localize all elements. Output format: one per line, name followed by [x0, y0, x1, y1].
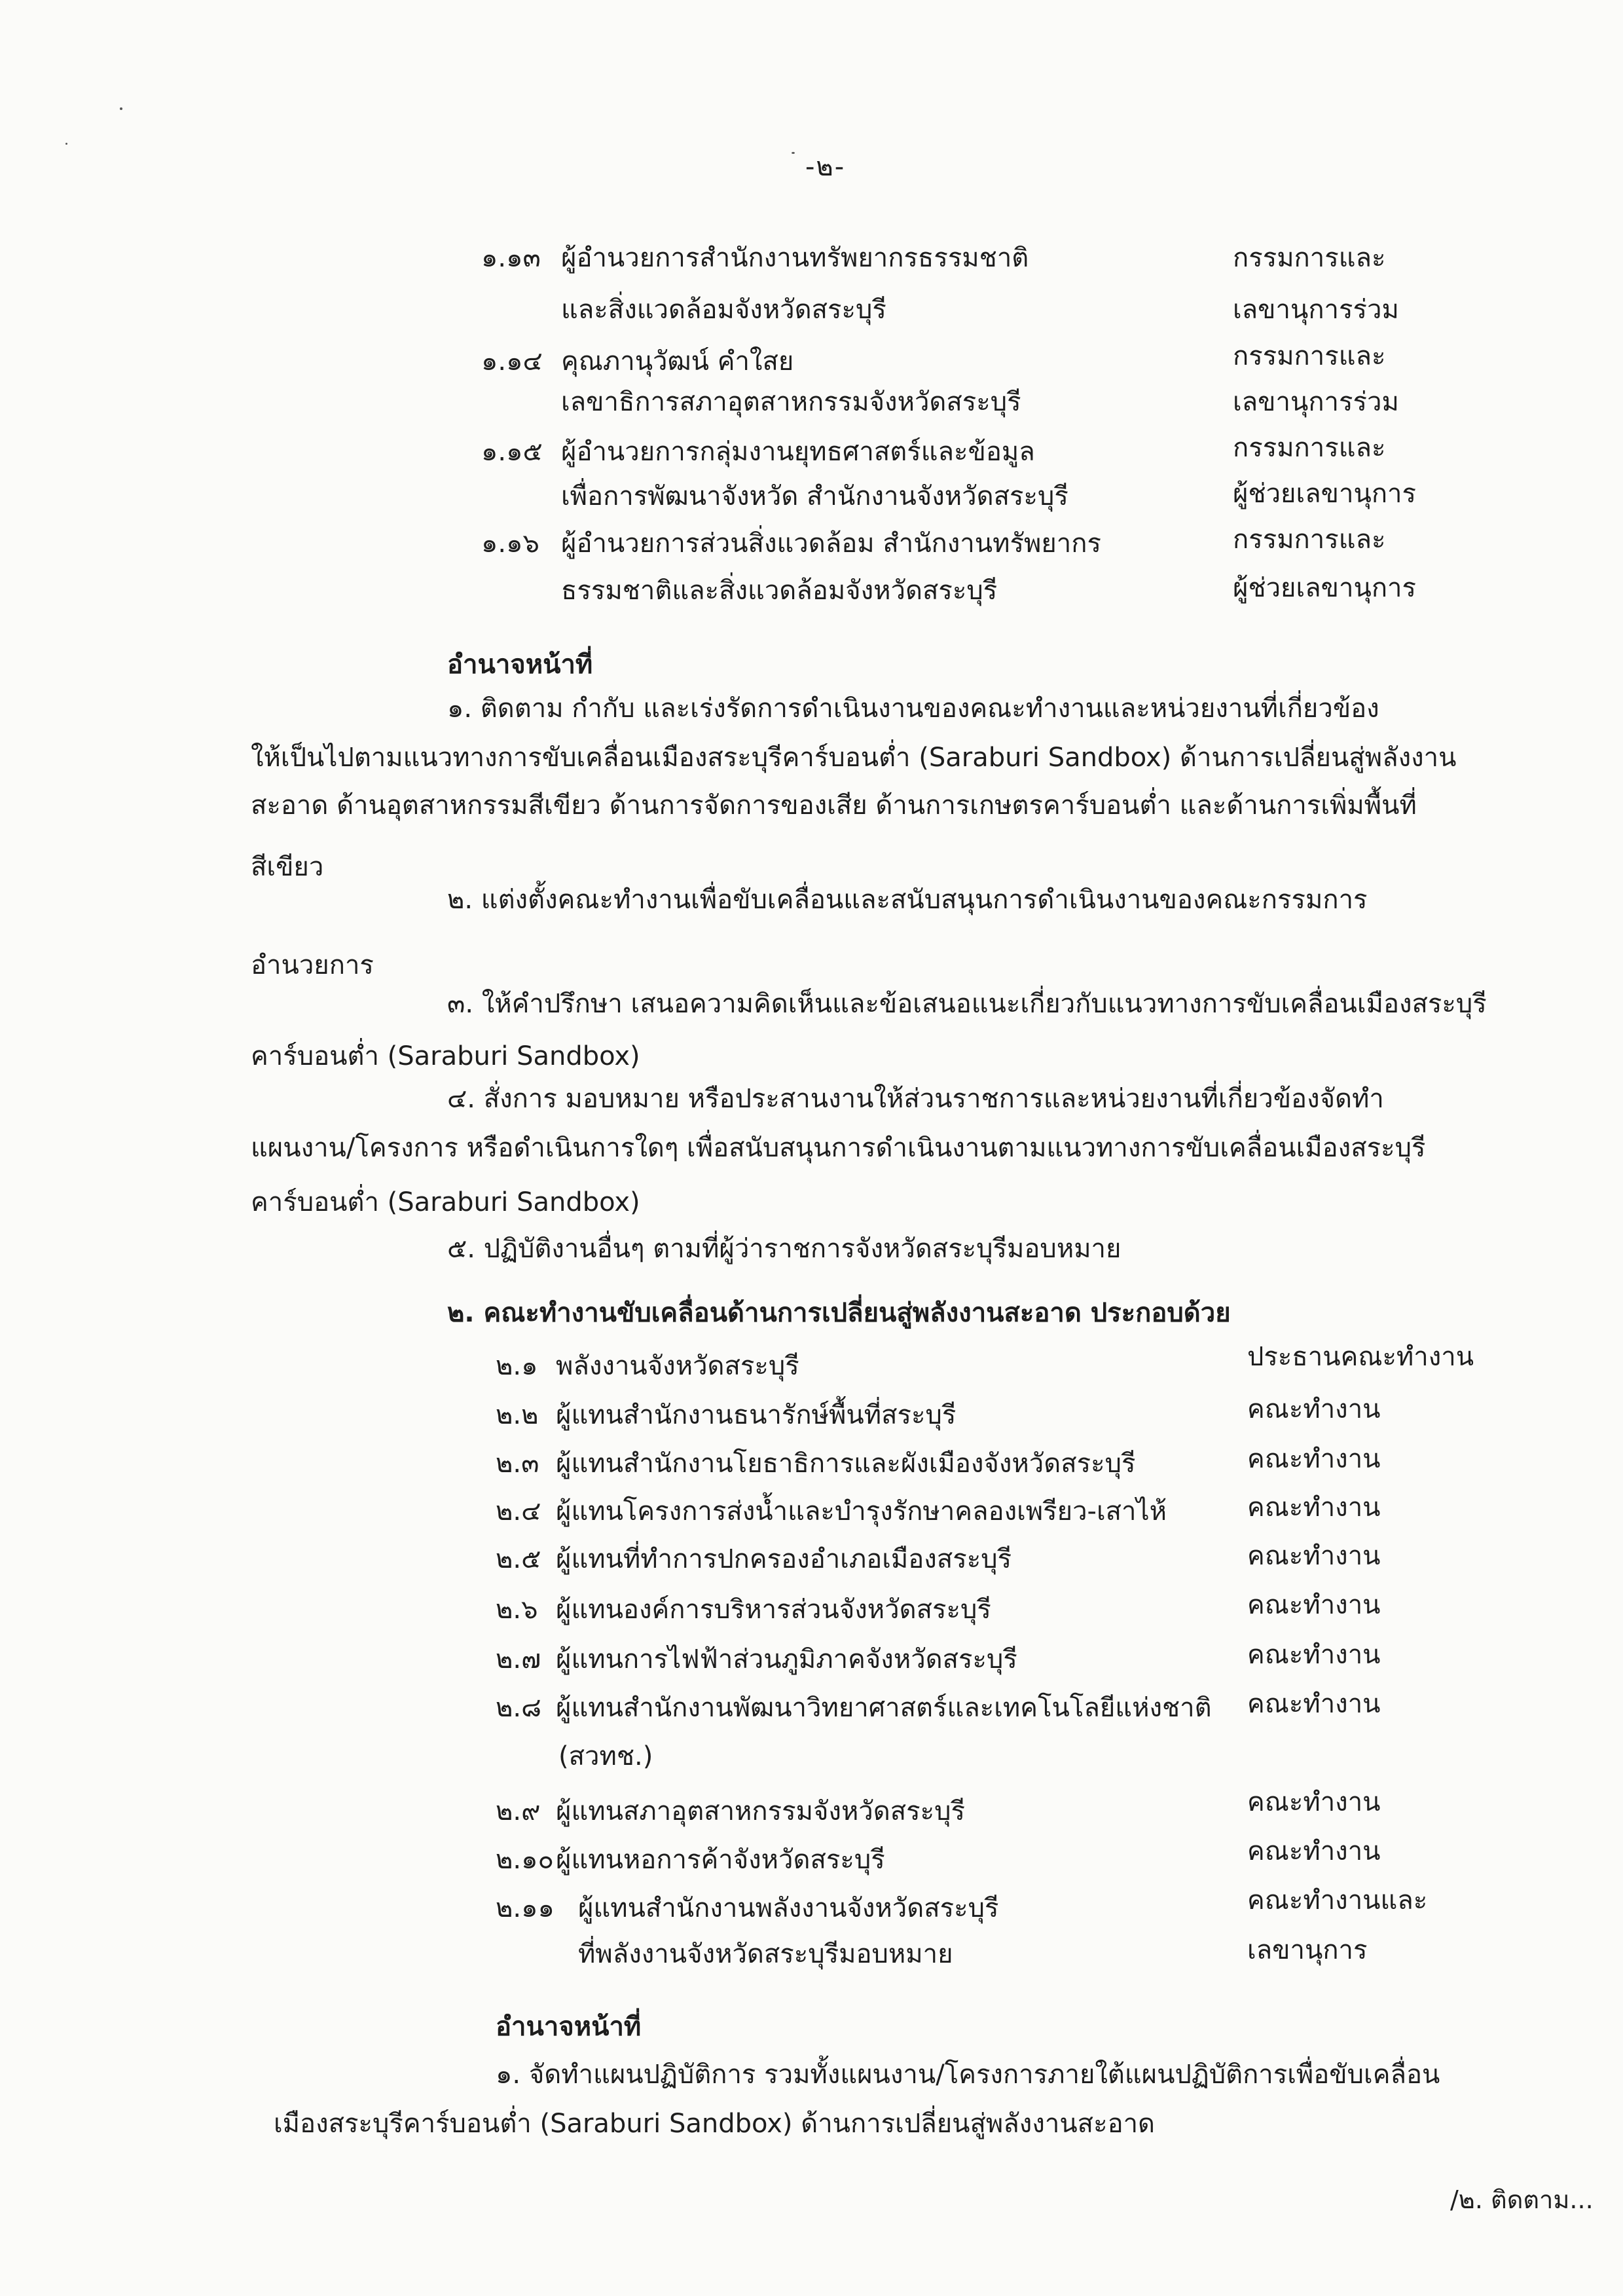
member-number: ๑.๑๕ — [481, 437, 543, 467]
continuation-marker: /๒. ติดตาม... — [1450, 2185, 1594, 2214]
member-text: ผู้แทนโครงการส่งน้ำและบำรุงรักษาคลองเพรียว-เสาไห้ — [556, 1496, 1167, 1527]
duties-heading: อำนาจหน้าที่ — [496, 2012, 642, 2042]
paragraph-line: ให้เป็นไปตามแนวทางการขับเคลื่อนเมืองสระบุรีคาร์บอนต่ำ (Saraburi Sandbox) ด้านการเปลี่ยนสู่พลังงาน — [251, 743, 1457, 773]
member-text: และสิ่งแวดล้อมจังหวัดสระบุรี — [561, 295, 886, 325]
member-number: ๒.๖ — [496, 1595, 538, 1625]
member-text: เพื่อการพัฒนาจังหวัด สำนักงานจังหวัดสระบุรี — [561, 481, 1068, 511]
member-text: (สวทช.) — [558, 1741, 653, 1771]
member-text: ผู้แทนสภาอุตสาหกรรมจังหวัดสระบุรี — [556, 1796, 965, 1826]
member-role: กรรมการและ — [1233, 243, 1386, 273]
paragraph-line: เมืองสระบุรีคาร์บอนต่ำ (Saraburi Sandbox) ด้านการเปลี่ยนสู่พลังงานสะอาด — [274, 2109, 1156, 2139]
member-text: ผู้แทนสำนักงานพัฒนาวิทยาศาสตร์และเทคโนโลยีแห่งชาติ — [556, 1693, 1212, 1723]
member-number: ๑.๑๔ — [481, 346, 543, 377]
member-text: ผู้แทนองค์การบริหารส่วนจังหวัดสระบุรี — [556, 1595, 991, 1625]
scan-speck — [65, 143, 67, 145]
member-text: ผู้แทนสำนักงานโยธาธิการและผังเมืองจังหวัดสระบุรี — [556, 1449, 1136, 1479]
member-number: ๒.๕ — [496, 1544, 541, 1574]
member-text: เลขาธิการสภาอุตสาหกรรมจังหวัดสระบุรี — [561, 387, 1021, 417]
section-heading: ๒. คณะทำงานขับเคลื่อนด้านการเปลี่ยนสู่พลังงานสะอาด ประกอบด้วย — [447, 1298, 1231, 1328]
paragraph-line: แผนงาน/โครงการ หรือดำเนินการใดๆ เพื่อสนับสนุนการดำเนินงานตามแนวทางการขับเคลื่อนเมืองสระบุรี — [251, 1133, 1426, 1163]
member-role: คณะทำงาน — [1247, 1689, 1381, 1719]
member-role: คณะทำงาน — [1247, 1541, 1381, 1571]
member-role: เลขานุการ — [1247, 1935, 1368, 1965]
member-text: ธรรมชาติและสิ่งแวดล้อมจังหวัดสระบุรี — [561, 576, 998, 606]
member-number: ๒.๓ — [496, 1449, 539, 1479]
member-number: ๑.๑๓ — [481, 243, 541, 273]
member-text: ผู้อำนวยการสำนักงานทรัพยากรธรรมชาติ — [561, 243, 1029, 273]
paragraph-line: คาร์บอนต่ำ (Saraburi Sandbox) — [251, 1041, 640, 1071]
member-text: ที่พลังงานจังหวัดสระบุรีมอบหมาย — [578, 1939, 953, 1969]
member-role: กรรมการและ — [1233, 433, 1386, 463]
member-text: ผู้แทนที่ทำการปกครองอำเภอเมืองสระบุรี — [556, 1544, 1012, 1574]
page-number: -๒- — [805, 152, 846, 182]
member-number: ๒.๙ — [496, 1796, 541, 1826]
member-role: กรรมการและ — [1233, 525, 1386, 555]
member-role: คณะทำงาน — [1247, 1444, 1381, 1474]
member-role: กรรมการและ — [1233, 341, 1386, 371]
member-number: ๒.๔ — [496, 1496, 541, 1527]
member-role: ผู้ช่วยเลขานุการ — [1233, 573, 1416, 603]
member-role: คณะทำงาน — [1247, 1787, 1381, 1817]
member-role: คณะทำงานและ — [1247, 1885, 1428, 1916]
member-number: ๒.๑๑ — [496, 1893, 555, 1923]
member-number: ๑.๑๖ — [481, 528, 539, 559]
paragraph-line: ๔. สั่งการ มอบหมาย หรือประสานงานให้ส่วนราชการและหน่วยงานที่เกี่ยวข้องจัดทำ — [447, 1084, 1384, 1114]
paragraph-line: ๒. แต่งตั้งคณะทำงานเพื่อขับเคลื่อนและสนับสนุนการดำเนินงานของคณะกรรมการ — [447, 885, 1368, 915]
member-number: ๒.๘ — [496, 1693, 541, 1723]
paragraph-line: คาร์บอนต่ำ (Saraburi Sandbox) — [251, 1187, 640, 1217]
member-role: คณะทำงาน — [1247, 1640, 1381, 1670]
scan-speck — [792, 152, 795, 154]
member-text: ผู้แทนสำนักงานพลังงานจังหวัดสระบุรี — [578, 1893, 999, 1923]
member-text: พลังงานจังหวัดสระบุรี — [556, 1351, 799, 1381]
member-role: คณะทำงาน — [1247, 1394, 1381, 1424]
member-text: ผู้อำนวยการส่วนสิ่งแวดล้อม สำนักงานทรัพยากร — [561, 528, 1101, 559]
member-role: คณะทำงาน — [1247, 1836, 1381, 1866]
member-text: ผู้แทนการไฟฟ้าส่วนภูมิภาคจังหวัดสระบุรี — [556, 1644, 1017, 1675]
member-role: ประธานคณะทำงาน — [1247, 1342, 1474, 1372]
paragraph-line: ๑. ติดตาม กำกับ และเร่งรัดการดำเนินงานของคณะทำงานและหน่วยงานที่เกี่ยวข้อง — [447, 694, 1379, 724]
paragraph-line: อำนวยการ — [251, 950, 374, 980]
member-number: ๒.๗ — [496, 1644, 541, 1675]
member-text: ผู้แทนสำนักงานธนารักษ์พื้นที่สระบุรี — [556, 1400, 957, 1430]
paragraph-line: ๓. ให้คำปรึกษา เสนอความคิดเห็นและข้อเสนอแนะเกี่ยวกับแนวทางการขับเคลื่อนเมืองสระบุรี — [447, 989, 1487, 1019]
duties-heading: อำนาจหน้าที่ — [447, 650, 593, 680]
member-text: คุณภานุวัฒน์ คำใสย — [561, 346, 794, 377]
member-role: เลขานุการร่วม — [1233, 295, 1399, 325]
paragraph-line: ๕. ปฏิบัติงานอื่นๆ ตามที่ผู้ว่าราชการจังหวัดสระบุรีมอบหมาย — [447, 1234, 1122, 1264]
paragraph-line: สีเขียว — [251, 852, 324, 882]
paragraph-line: ๑. จัดทำแผนปฏิบัติการ รวมทั้งแผนงาน/โครงการภายใต้แผนปฏิบัติการเพื่อขับเคลื่อน — [496, 2060, 1440, 2090]
member-role: คณะทำงาน — [1247, 1590, 1381, 1620]
member-number: ๒.๑ — [496, 1351, 538, 1381]
member-role: เลขานุการร่วม — [1233, 387, 1399, 417]
member-number: ๒.๒ — [496, 1400, 539, 1430]
member-text: ผู้อำนวยการกลุ่มงานยุทธศาสตร์และข้อมูล — [561, 437, 1035, 467]
scan-speck — [120, 107, 122, 110]
member-text: ผู้แทนหอการค้าจังหวัดสระบุรี — [556, 1845, 885, 1875]
member-number: ๒.๑๐ — [496, 1845, 554, 1875]
member-role: คณะทำงาน — [1247, 1492, 1381, 1523]
member-role: ผู้ช่วยเลขานุการ — [1233, 479, 1416, 509]
paragraph-line: สะอาด ด้านอุตสาหกรรมสีเขียว ด้านการจัดการของเสีย ด้านการเกษตรคาร์บอนต่ำ และด้านการเพิ่มพื้นที่ — [251, 790, 1417, 821]
